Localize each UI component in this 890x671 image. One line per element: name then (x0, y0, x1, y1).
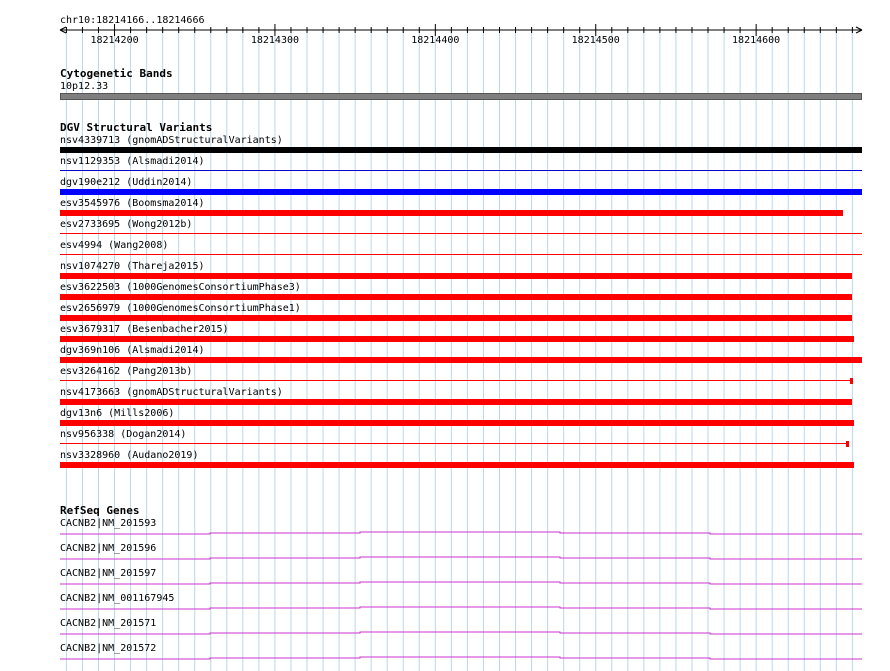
gene-intron-line[interactable] (60, 657, 862, 659)
variant-bar[interactable] (60, 189, 862, 195)
variant-bar[interactable] (60, 462, 854, 468)
variant-bar[interactable] (60, 336, 854, 342)
variant-bar[interactable] (60, 273, 852, 279)
variant-bar[interactable] (60, 399, 852, 405)
cytoband-bar[interactable] (60, 93, 862, 100)
variant-label: esv4994 (Wang2008) (60, 240, 169, 251)
cytoband-track-title: Cytogenetic Bands (60, 67, 173, 80)
variant-label: nsv956338 (Dogan2014) (60, 429, 187, 440)
gene-label: CACNB2|NM_201597 (60, 568, 157, 579)
variant-line[interactable] (60, 380, 852, 381)
gene-intron-line[interactable] (60, 557, 862, 559)
variant-label: esv2656979 (1000GenomesConsortiumPhase1) (60, 303, 301, 314)
variant-label: esv3264162 (Pang2013b) (60, 366, 193, 377)
variant-bar[interactable] (60, 294, 852, 300)
ruler-tick-label: 18214300 (250, 35, 300, 46)
ruler-tick-label: 18214500 (571, 35, 620, 46)
cytoband-label: 10p12.33 (60, 81, 109, 92)
gene-label: CACNB2|NM_201571 (60, 618, 157, 629)
gene-label: CACNB2|NM_201572 (60, 643, 157, 654)
ruler-tick-label: 18214600 (732, 35, 781, 46)
variant-line[interactable] (60, 170, 862, 171)
variant-bar[interactable] (60, 210, 843, 216)
variant-bar[interactable] (60, 420, 854, 426)
variant-label: dgv369n106 (Alsmadi2014) (60, 345, 205, 356)
variant-label: esv3622503 (1000GenomesConsortiumPhase3) (60, 282, 301, 293)
gene-label: CACNB2|NM_001167945 (60, 593, 175, 604)
location-label: chr10:18214166..18214666 (60, 15, 205, 26)
refseq-track-title: RefSeq Genes (60, 504, 140, 517)
variant-label: dgv13n6 (Mills2006) (60, 408, 175, 419)
variant-label: nsv4173663 (gnomADStructuralVariants) (60, 387, 283, 398)
gene-label: CACNB2|NM_201593 (60, 518, 157, 529)
variant-bar[interactable] (60, 147, 862, 153)
gene-intron-line[interactable] (60, 532, 862, 534)
dgv-track-title: DGV Structural Variants (60, 121, 213, 134)
variant-end-block[interactable] (850, 378, 853, 384)
variant-bar[interactable] (60, 357, 862, 363)
variant-bar[interactable] (60, 315, 852, 321)
variant-label: nsv1129353 (Alsmadi2014) (60, 156, 205, 167)
variant-label: dgv190e212 (Uddin2014) (60, 177, 193, 188)
variant-label: nsv1074270 (Thareja2015) (60, 261, 205, 272)
variant-label: esv2733695 (Wong2012b) (60, 219, 193, 230)
gene-intron-line[interactable] (60, 582, 862, 584)
gene-label: CACNB2|NM_201596 (60, 543, 157, 554)
gene-intron-line[interactable] (60, 607, 862, 609)
variant-label: esv3679317 (Besenbacher2015) (60, 324, 229, 335)
ruler-tick-label: 18214400 (411, 35, 460, 46)
ruler-tick-label: 18214200 (90, 35, 139, 46)
variant-line[interactable] (60, 254, 862, 255)
variant-label: nsv3328960 (Audano2019) (60, 450, 199, 461)
variant-label: nsv4339713 (gnomADStructuralVariants) (60, 135, 283, 146)
variant-end-block[interactable] (846, 441, 849, 447)
variant-line[interactable] (60, 443, 848, 444)
variant-label: esv3545976 (Boomsma2014) (60, 198, 205, 209)
gene-intron-line[interactable] (60, 632, 862, 634)
variant-line[interactable] (60, 233, 862, 234)
